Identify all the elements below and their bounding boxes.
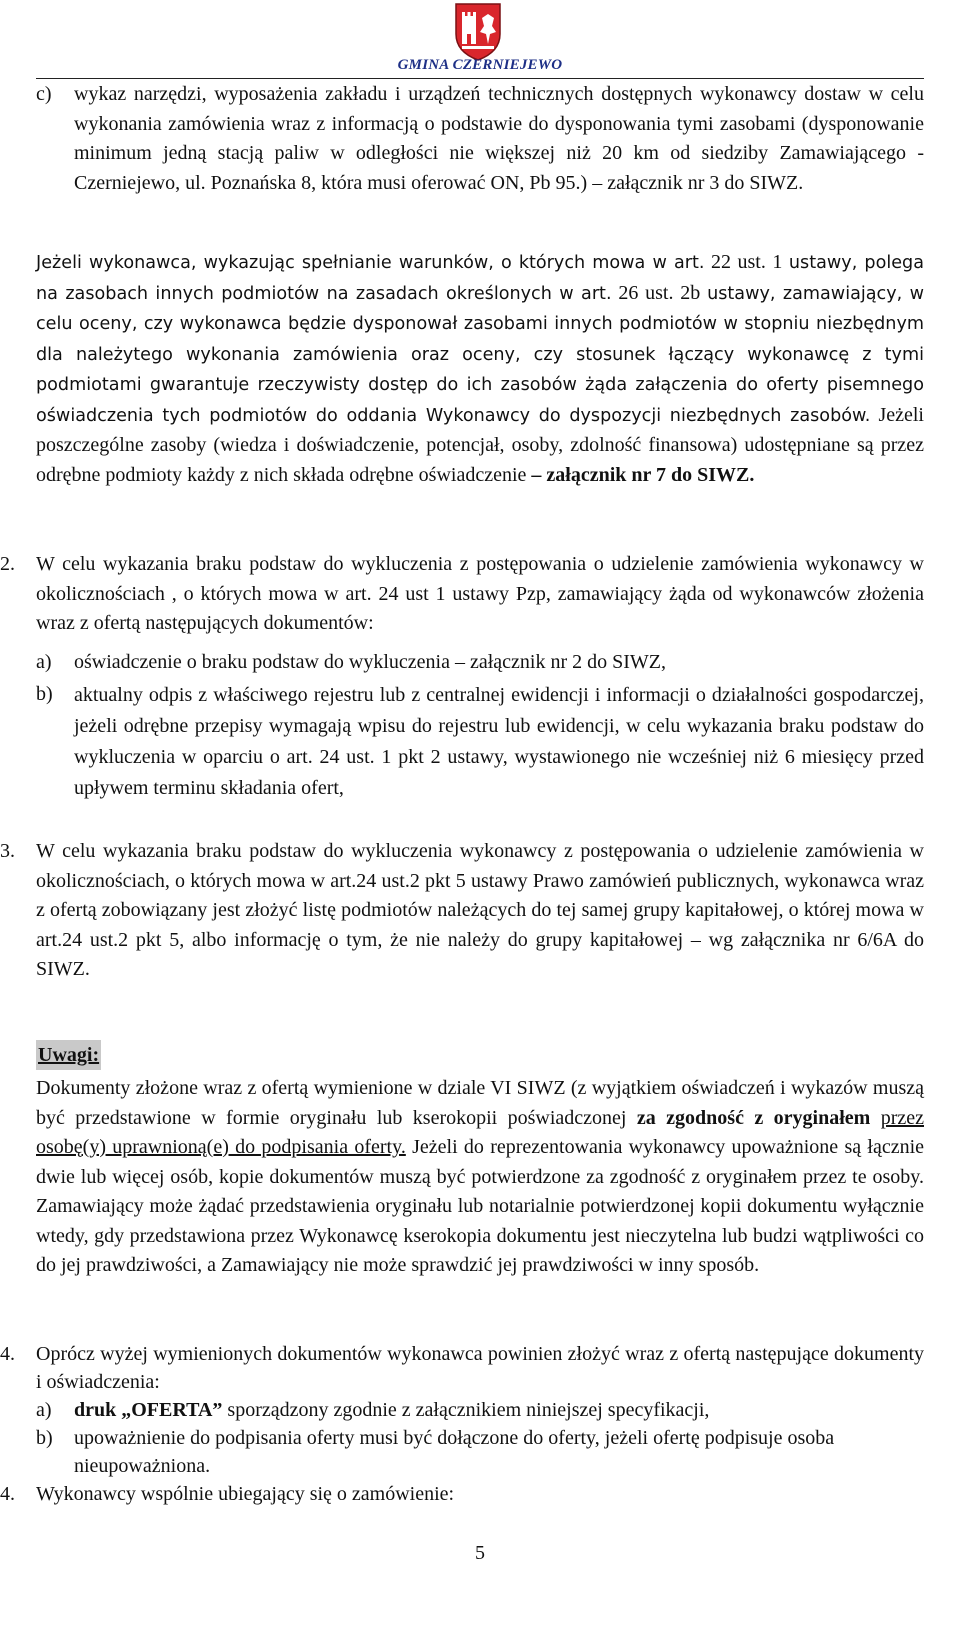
notes-text-2: Jeżeli do reprezentowania wykonawcy upoważnione są łącznie dwie lub więcej osób, kopie dokumentów muszą być potwierdzone za zgodność z oryginałem przez te osoby. Zamawiający może żądać przedstawienia oryginału lub notarialnie potwierdzonej kopii dokumentu wyłącznie wtedy, gdy przedstawiona przez Wykonawcę kserokopia dokumentu jest nieczytelna lub budzi wątpliwości co do jej prawdziwości, a Zamawiający nie może sprawdzić jej prawdziwości w inny sposób.	[36, 1136, 925, 1276]
municipality-name: GMINA CZERNIEJEWO	[397, 57, 563, 73]
item-2b-text: aktualny odpis z właściwego rejestru lub z centralnej ewidencji i informacji o działalności gospodarczej, jeżeli odrębne przepisy wymagają wpisu do rejestru lub ewidencji, w celu wykazania braku podstaw do wykluczenia w oparciu o art. 24 ust. 1 pkt 2 ustawy, wystawionego nie wcześniej niż 6 miesięcy przed upływem terminu składania ofert,	[74, 684, 924, 799]
item-3-label: 3.	[0, 840, 15, 862]
item-2-text: W celu wykazania braku podstaw do wykluczenia z postępowania o udzielenie zamówienia wykonawcy w okolicznościach , o których mowa w art. 24 ust 1 ustawy Pzp, zamawiający żąda od wykonawców złożenia wraz z ofertą następujących dokumentów:	[36, 553, 924, 634]
resources-text-6: Jeżeli poszczególne zasoby (wiedza i doświadczenie, potencjał, osoby, zdolność finansowa) udostępniane są przez odrębne podmioty każdy z nich składa odrębne oświadczenie	[36, 403, 924, 486]
item-2b-label: b)	[36, 683, 53, 705]
item-4b-text: upoważnienie do podpisania oferty musi być dołączone do oferty, jeżeli ofertę podpisuje osoba nieupoważniona.	[74, 1427, 835, 1477]
resources-text-2: 22 ust. 1	[704, 251, 789, 273]
resources-text-4: 26 ust. 2b	[611, 281, 708, 304]
item-4-second-label: 4.	[0, 1483, 15, 1505]
page-number: 5	[475, 1542, 485, 1564]
item-2a-text: oświadczenie o braku podstaw do wykluczenia – załącznik nr 2 do SIWZ,	[74, 651, 667, 673]
item-4b-label: b)	[36, 1427, 53, 1449]
notes-underlined-phrase: przez osobę(y) uprawnioną(e) do podpisania oferty.	[36, 1106, 924, 1158]
item-c-text: wykaz narzędzi, wyposażenia zakładu i urządzeń technicznych dostępnych wykonawcy dostaw w celu wykonania zamówienia wraz z informacją o podstawie do dysponowania tymi zasobami (dysponowanie minimum jedną stacją paliw w odległości nie większej niż 20 km od siedziby Zamawiającego - Czerniejewo, ul. Poznańska 8, która musi oferować ON, Pb 95.) – załącznik nr 3 do SIWZ.	[74, 83, 924, 194]
notes-space	[870, 1107, 880, 1129]
notes-paragraph	[36, 1074, 924, 1281]
resources-attachment-ref: – załącznik nr 7 do SIWZ.	[531, 463, 755, 486]
item-4a-label: a)	[36, 1399, 52, 1421]
item-3-text: W celu wykazania braku podstaw do wykluczenia wykonawcy z postępowania o udzielenie zamówienia w okolicznościach, o których mowa w art.24 ust.2 pkt 5 ustawy Prawo zamówień publicznych, wykonawca wraz z ofertą zobowiązany jest złożyć listę podmiotów należących do tej samej grupy kapitałowej, o której mowa w art.24 ust.2 pkt 5, albo informację o tym, że nie należy do grupy kapitałowej – wg załącznika nr 6/6A do SIWZ.	[36, 840, 924, 980]
page-header	[0, 0, 960, 80]
item-2-label: 2.	[0, 553, 15, 575]
item-4-label: 4.	[0, 1343, 15, 1365]
item-2a-label: a)	[36, 651, 52, 673]
crest-icon	[448, 2, 508, 62]
item-4-text: Oprócz wyżej wymienionych dokumentów wykonawca powinien złożyć wraz z ofertą następujące dokumenty i oświadczenia:	[36, 1343, 924, 1393]
resources-text-3: ustawy, polega na zasobach innych podmiotów na zasadach określonych w art.	[36, 253, 925, 304]
item-4a-text	[74, 1396, 924, 1424]
resources-paragraph	[36, 248, 924, 490]
header-rule	[36, 78, 924, 79]
item-c-label: c)	[36, 83, 52, 105]
notes-heading: Uwagi:	[36, 1040, 101, 1070]
notes-bold-phrase: za zgodność z oryginałem	[636, 1106, 871, 1129]
item-4a-rest: sporządzony zgodnie z załącznikiem niniejszej specyfikacji,	[222, 1399, 710, 1421]
item-4-second-text: Wykonawcy wspólnie ubiegający się o zamówienie:	[36, 1483, 455, 1505]
resources-text-5: ustawy, zamawiający, w celu oceny, czy wykonawca będzie dysponował zasobami innych podmiotów w stopniu niezbędnym dla należytego wykonania zamówienia oraz oceny, czy stosunek łączący wykonawcę z tymi podmiotami gwarantuje rzeczywisty dostęp do ich zasobów żąda załączenia do oferty pisemnego oświadczenia tych podmiotów do oddania Wykonawcy do dyspozycji niezbędnych zasobów.	[36, 283, 924, 426]
offer-form-name: druk „OFERTA”	[74, 1399, 223, 1421]
notes-text-1: Dokumenty złożone wraz z ofertą wymienione w dziale VI SIWZ (z wyjątkiem oświadczeń i wykazów muszą być przedstawione w formie oryginału lub kserokopii poświadczonej	[36, 1077, 924, 1129]
resources-text-1: Jeżeli wykonawca, wykazując spełnianie warunków, o których mowa w art.	[36, 253, 705, 273]
